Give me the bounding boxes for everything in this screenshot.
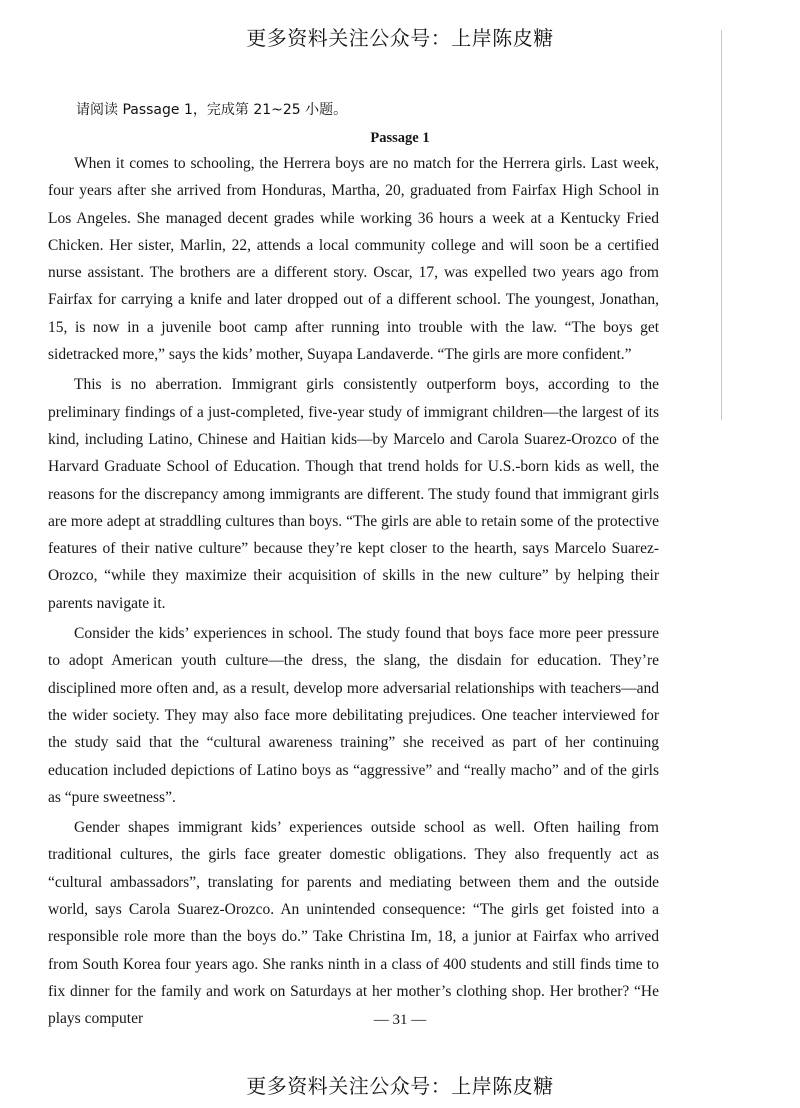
instruction-text: 请阅读 Passage 1，完成第 21~25 小题。 [76,102,348,118]
page-number: — 31 — [373,1012,427,1028]
paragraph-4: Gender shapes immigrant kids’ experiences outside school as well. Often hailing from traditional cultures, the girls face greater domestic obligations. They also frequently act as “cultural ambassadors”, translating for parents and mediating between them and the outside world, says Carola Suarez-Orozco. An unintended consequence: “The girls get foisted into a responsible role more than the boys do.” Take Christina Im, 18, a junior at Fairfax who arrived from South Korea four years ago. She ranks ninth in a class of 400 students and still finds time to fix dinner for the family and work on Saturdays at her mother’s clothing shop. Her brother? “He plays computer [48,819,659,1028]
paragraph-3: Consider the kids’ experiences in school. The study found that boys face more peer pressure to adopt American youth culture—the dress, the slang, the disdain for education. They’re disciplined more often and, as a result, develop more adversarial relationships with teachers—and the wider society. They may also face more debilitating prejudices. One teacher interviewed for the study said that the “cultural awareness training” she received as part of her continuing education included depictions of Latino boys as “aggressive” and “really macho” and of the girls as “pure sweetness”. [48,625,659,806]
passage-title: Passage 1 [370,130,430,146]
passage-body [48,150,659,1033]
scan-edge-line [721,30,722,420]
paragraph-2: This is no aberration. Immigrant girls consistently outperform boys, according to the preliminary findings of a just-completed, five-year study of immigrant children—the largest of its kind, including Latino, Chinese and Haitian kids—by Marcelo and Carola Suarez-Orozco of the Harvard Graduate School of Education. Though that trend holds for U.S.-born kids as well, the reasons for the discrepancy among immigrants are different. The study found that immigrant girls are more adept at straddling cultures than boys. “The girls are able to retain some of the protective features of their native culture” because they’re kept closer to the hearth, says Marcelo Suarez-Orozco, “while they maximize their acquisition of skills in the new culture” by helping their parents navigate it. [48,376,659,612]
watermark-top: 更多资料关注公众号：上岸陈皮糖 [246,26,554,50]
paragraph-1: When it comes to schooling, the Herrera boys are no match for the Herrera girls. Last week, four years after she arrived from Honduras, Martha, 20, graduated from Fairfax High School in Los Angeles. She managed decent grades while working 36 hours a week at a Kentucky Fried Chicken. Her sister, Marlin, 22, attends a local community college and will soon be a certified nurse assistant. The brothers are a different story. Oscar, 17, was expelled two years ago from Fairfax for carrying a knife and later dropped out of a different school. The youngest, Jonathan, 15, is now in a juvenile boot camp after running into trouble with the law. “The boys get sidetracked more,” says the kids’ mother, Suyapa Landaverde. “The girls are more confident.” [48,155,659,364]
watermark-bottom: 更多资料关注公众号：上岸陈皮糖 [246,1074,554,1098]
